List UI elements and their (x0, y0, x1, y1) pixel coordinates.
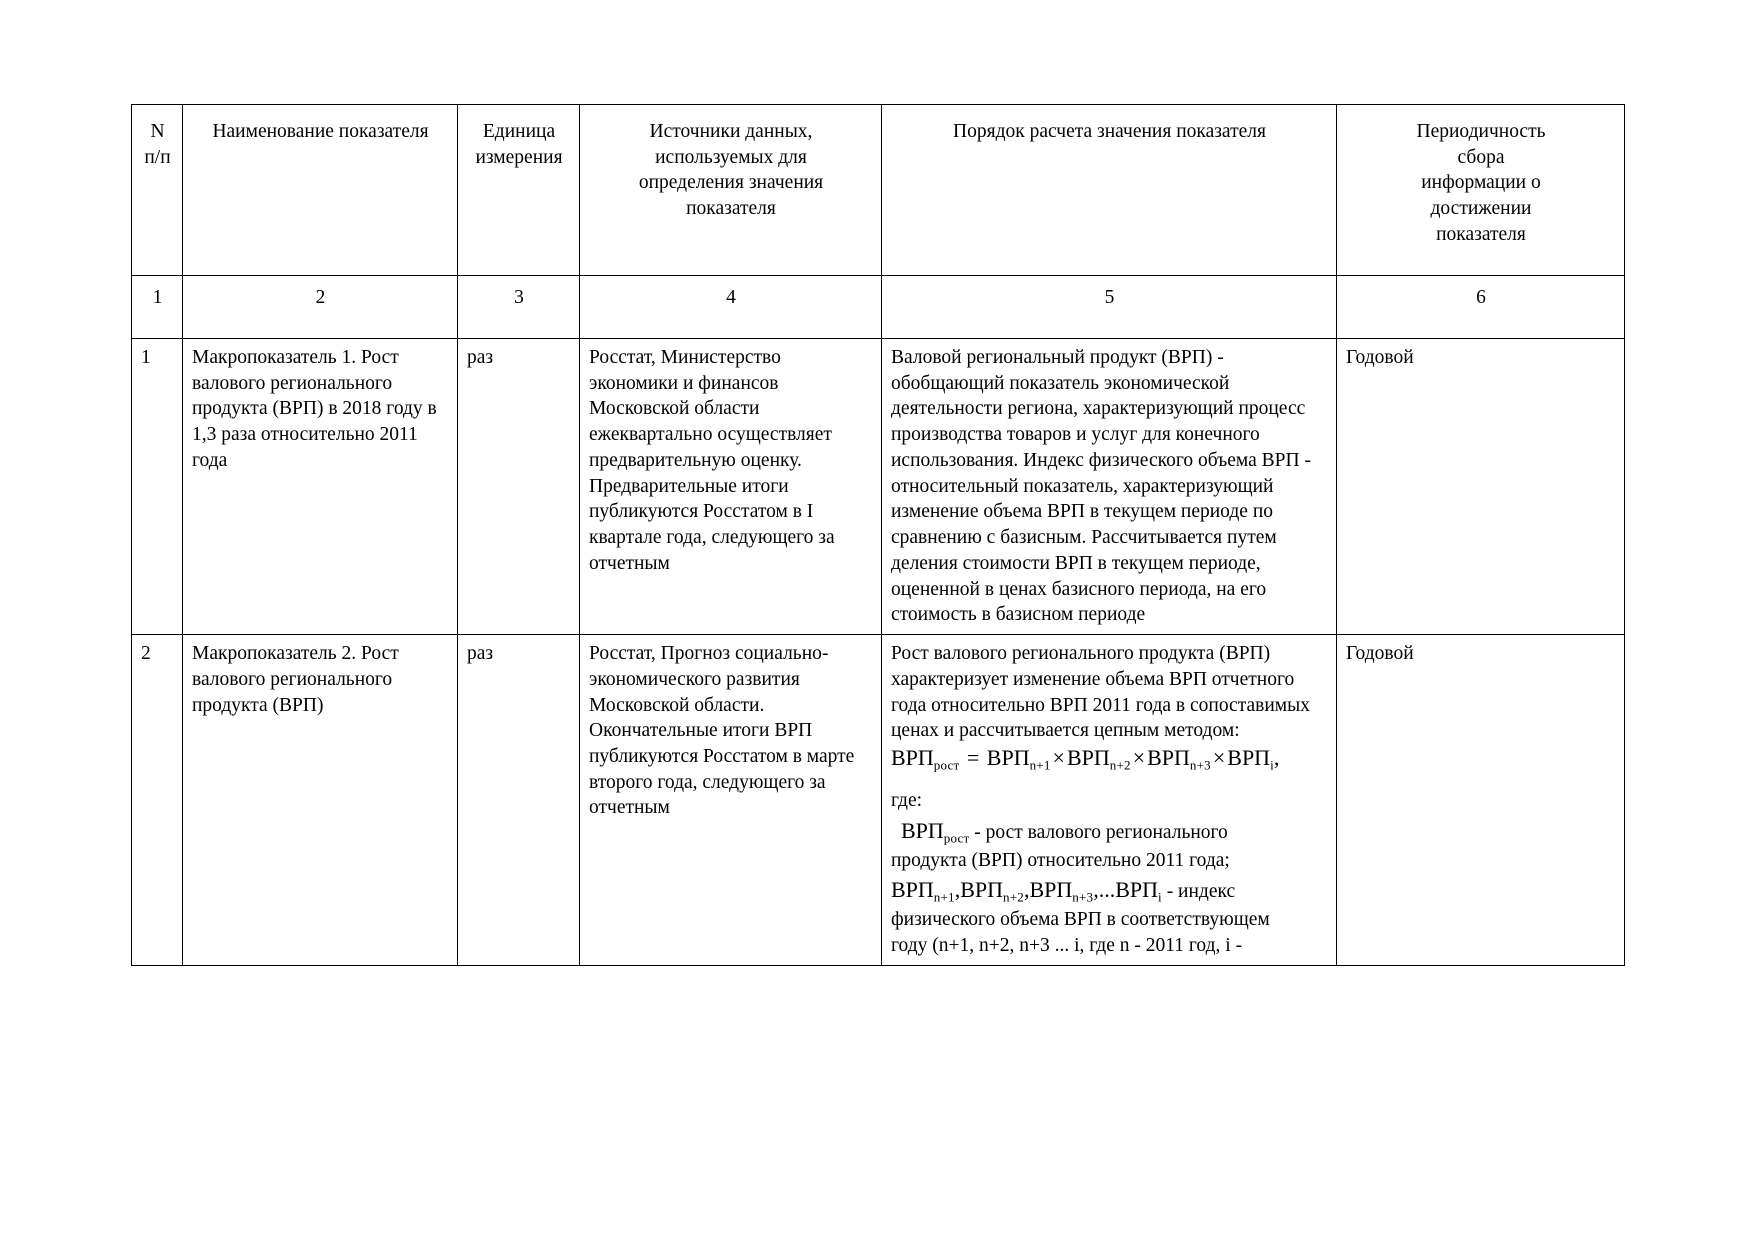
formula-symbol: ВРП (986, 745, 1030, 771)
formula-subscript: n+2 (1109, 757, 1131, 773)
indicator-table (131, 104, 1625, 966)
formula-subscript: n+3 (1072, 889, 1094, 905)
definition-continuation: физического объема ВРП в соответствующем (891, 909, 1270, 931)
table-row (132, 635, 1625, 966)
table-column-numbering-row (132, 276, 1625, 339)
formula-subscript: рост (943, 830, 970, 846)
calculation-intro: Рост валового регионального продукта (ВРП) характеризует изменение объема ВРП отчетного года относительно ВРП 2011 года в сопоставимых ценах и рассчитывается цепным методом: (891, 643, 1310, 742)
header-cell-calculation-order (882, 105, 1337, 276)
column-number-4: 4 (580, 276, 882, 339)
definition-symbol (891, 877, 961, 905)
formula-subscript: рост (933, 757, 960, 773)
formula-subscript: n+2 (1003, 889, 1024, 905)
header-line: Наименование показателя (212, 121, 429, 142)
row-indicator-name: Макропоказатель 2. Рост валового регионального продукта (ВРП) (183, 635, 458, 966)
formula-equals: = (966, 745, 980, 771)
definition-symbol (960, 877, 1030, 905)
header-line: Периодичность (1416, 121, 1546, 142)
row-indicator-name: Макропоказатель 1. Рост валового регионального продукта (ВРП) в 2018 году в 1,3 раза относительно 2011 года (183, 339, 458, 635)
row-calculation-order: Валовой региональный продукт (ВРП) - обобщающий показатель экономической деятельности региона, характеризующий процесс производства товаров и услуг для конечного использования. Индекс физического объема ВРП - относительный показатель, характеризующий изменение объема ВРП в текущем периоде по сравнению с базисным. Рассчитывается путем деления стоимости ВРП в текущем периоде, оцененной в ценах базисного периода, на его стоимость в базисном периоде (882, 339, 1337, 635)
header-cell-data-sources (580, 105, 882, 276)
header-line: показателя (1436, 223, 1526, 245)
row-number: 2 (132, 635, 183, 966)
header-cell-periodicity (1337, 105, 1625, 276)
row-unit: раз (458, 339, 580, 635)
column-number-5: 5 (882, 276, 1337, 339)
indicator-table-container (131, 104, 1624, 966)
header-line: достижении (1430, 198, 1532, 220)
header-line: измерения (475, 146, 563, 168)
row-number: 1 (132, 339, 183, 635)
table-header-row (132, 105, 1625, 276)
definition-continuation: продукта (ВРП) относительно 2011 года; (891, 849, 1230, 871)
formula-separator: , (954, 877, 961, 903)
row-calculation-order (882, 635, 1337, 966)
formula-symbol: ВРП (891, 877, 934, 903)
definition-symbol (901, 817, 970, 846)
formula-symbol: ВРП (1147, 745, 1190, 771)
formula-symbol: ВРП (1029, 877, 1073, 903)
formula-subscript: i (1270, 757, 1274, 773)
where-label: где: (891, 790, 923, 812)
table-row (132, 339, 1625, 635)
formula-subscript: n+1 (1029, 757, 1051, 773)
definition-text: - рост валового регионального (969, 821, 1228, 843)
definition-grp-growth (891, 814, 1328, 848)
formula-symbol: ВРП (891, 745, 934, 771)
header-cell-unit (458, 105, 580, 276)
sources-paragraph: Росстат, Прогноз социально-экономического развития Московской области. Окончательные итоги ВРП публикуются Росстатом в марте второго года, следующего за отчетным (589, 643, 855, 819)
formula-term (986, 745, 1051, 773)
header-line: показателя (686, 198, 776, 220)
header-line: Единица (482, 121, 556, 142)
row-data-sources (580, 635, 882, 966)
definition-symbol (1115, 877, 1162, 905)
column-number-2: 2 (183, 276, 458, 339)
formula-symbol: ВРП (960, 877, 1004, 903)
header-line: используемых для (655, 146, 807, 168)
row-unit: раз (458, 635, 580, 966)
formula-term (1227, 745, 1274, 773)
formula-subscript: i (1158, 889, 1162, 905)
definition-symbol (1029, 877, 1116, 905)
row-periodicity: Годовой (1337, 635, 1625, 966)
formula-symbol: ВРП (901, 817, 944, 843)
formula-operator: × (1212, 745, 1226, 771)
formula-symbol: ВРП (1115, 877, 1158, 903)
formula-symbol: ВРП (1066, 745, 1110, 771)
header-cell-number (132, 105, 183, 276)
column-number-3: 3 (458, 276, 580, 339)
formula-separator: , (1023, 877, 1030, 903)
row-periodicity: Годовой (1337, 339, 1625, 635)
formula-operator: × (1052, 745, 1065, 771)
row-data-sources: Росстат, Министерство экономики и финансов Московской области ежеквартально осуществляет предварительную оценку. Предварительные итоги публикуются Росстатом в I квартале года, следующего за отчетным (580, 339, 882, 635)
column-number-1: 1 (132, 276, 183, 339)
definition-continuation: году (n+1, n+2, n+3 ... i, где n - 2011 год, i - (891, 934, 1243, 956)
formula-subscript: n+3 (1189, 757, 1211, 773)
header-line: N (150, 121, 165, 142)
header-cell-indicator-name (183, 105, 458, 276)
formula-separator: ,... (1093, 877, 1116, 903)
formula-symbol: ВРП (1227, 745, 1271, 771)
header-line: п/п (144, 146, 171, 168)
formula-lhs (891, 745, 960, 773)
header-line: сбора (1457, 146, 1505, 168)
header-line: информации о (1421, 172, 1541, 194)
formula-term (1147, 745, 1211, 773)
formula-trailing-comma: , (1273, 745, 1280, 771)
definition-text: - индекс (1161, 881, 1236, 903)
formula-grp-growth (891, 744, 1328, 774)
formula-term (1066, 745, 1131, 773)
formula-subscript: n+1 (933, 889, 955, 905)
header-line: Источники данных, (649, 121, 813, 142)
header-line: определения значения (638, 172, 824, 194)
header-line: Порядок расчета значения показателя (953, 121, 1266, 142)
formula-operator: × (1132, 745, 1146, 771)
column-number-6: 6 (1337, 276, 1625, 339)
definition-grp-index-symbols (891, 873, 1328, 907)
spacer (891, 774, 1328, 788)
